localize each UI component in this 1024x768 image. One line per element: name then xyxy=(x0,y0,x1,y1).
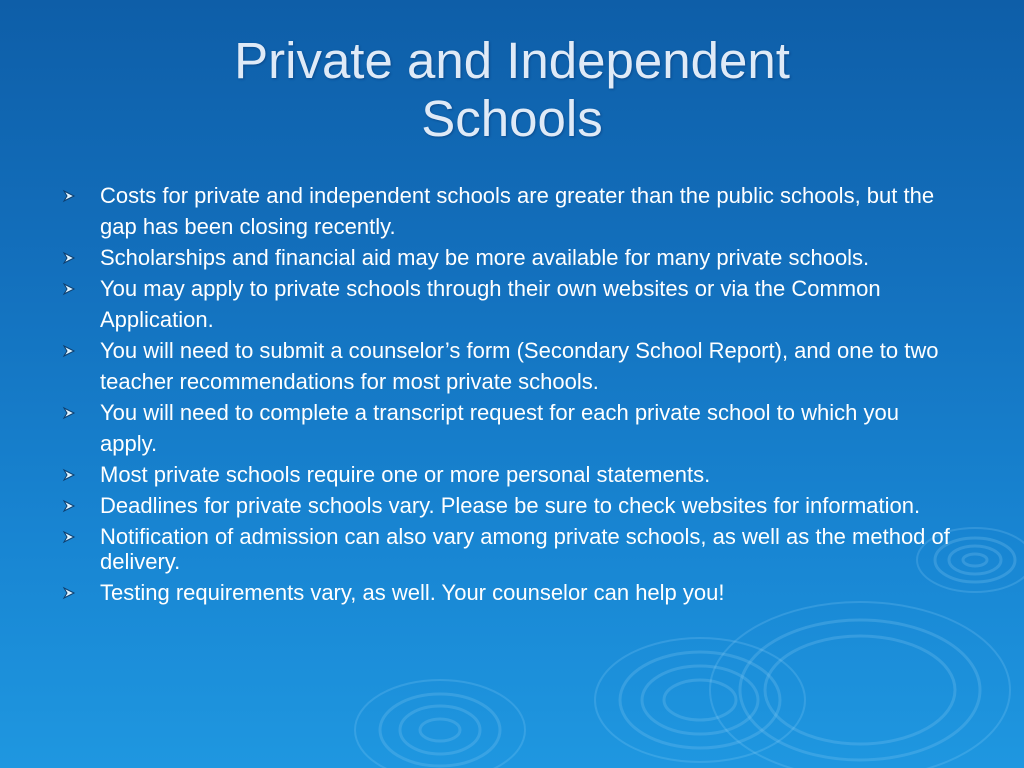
list-item xyxy=(62,521,962,577)
slide-title-line-1: Private and Independent xyxy=(234,32,790,89)
arrowhead-icon xyxy=(62,251,76,265)
bullet-text: You will need to submit a counselor’s form (Secondary School Report), and one to two teacher recommendations for most private schools. xyxy=(100,338,939,394)
list-item xyxy=(62,242,962,273)
slide-title-line-2: Schools xyxy=(421,90,603,147)
bullet-text: You may apply to private schools through their own websites or via the Common Application. xyxy=(100,276,881,332)
bullet-text: Notification of admission can also vary among private schools, as well as the method of delivery. xyxy=(100,524,950,574)
list-item xyxy=(62,180,962,242)
list-item xyxy=(62,397,962,459)
list-item xyxy=(62,459,962,490)
list-item xyxy=(62,273,962,335)
bullet-text: Testing requirements vary, as well. Your counselor can help you! xyxy=(100,580,725,605)
arrowhead-icon xyxy=(62,189,76,203)
arrowhead-icon xyxy=(62,499,76,513)
bullet-text: Costs for private and independent schools are greater than the public schools, but the gap has been closing recently. xyxy=(100,183,935,239)
arrowhead-icon xyxy=(62,586,76,600)
arrowhead-icon xyxy=(62,344,76,358)
bullet-list xyxy=(62,180,962,608)
arrowhead-icon xyxy=(62,282,76,296)
list-item xyxy=(62,335,962,397)
slide-title xyxy=(90,32,934,148)
list-item xyxy=(62,577,962,608)
bullet-text: Most private schools require one or more personal statements. xyxy=(100,462,711,487)
list-item xyxy=(62,490,962,521)
bullet-text: Deadlines for private schools vary. Please be sure to check websites for information. xyxy=(100,493,921,518)
bullet-text: Scholarships and financial aid may be more available for many private schools. xyxy=(100,245,870,270)
bullet-text: You will need to complete a transcript request for each private school to which you apply. xyxy=(100,400,899,456)
arrowhead-icon xyxy=(62,530,76,544)
arrowhead-icon xyxy=(62,468,76,482)
arrowhead-icon xyxy=(62,406,76,420)
